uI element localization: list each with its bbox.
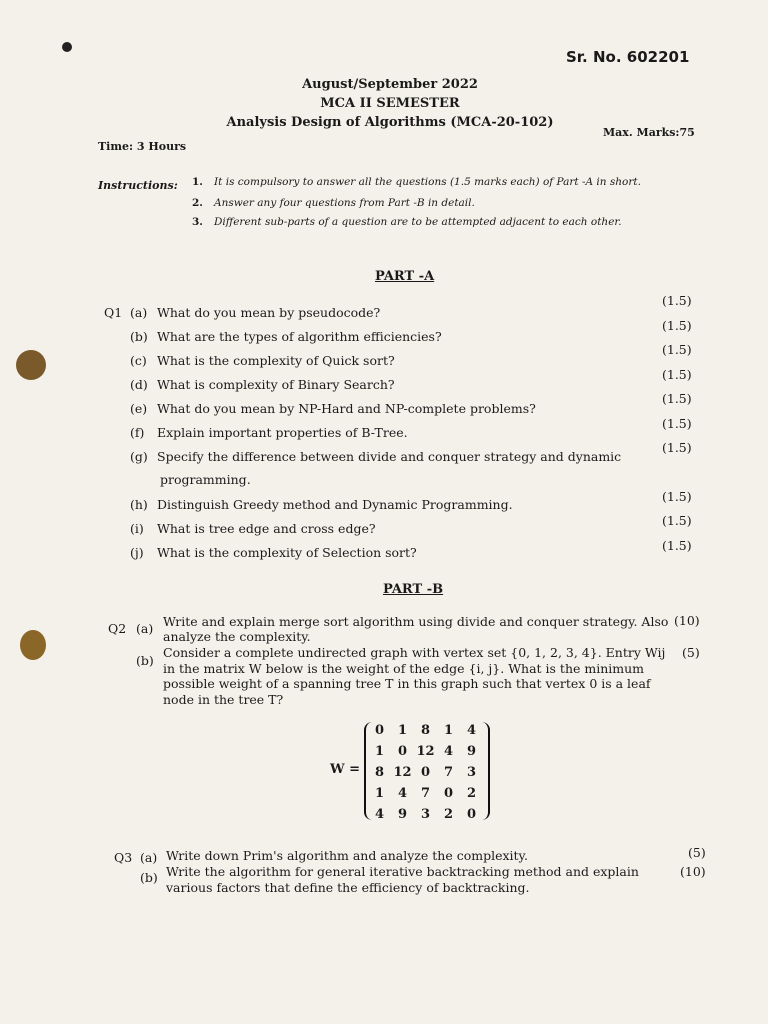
matrix-cell: 0	[374, 723, 385, 738]
matrix-cell: 2	[466, 786, 477, 801]
matrix-cell: 7	[443, 765, 454, 780]
binder-hole-mark	[16, 350, 46, 380]
matrix-cell: 4	[443, 744, 454, 759]
question-marks: (1.5)	[662, 293, 692, 308]
question-text: Write the algorithm for general iterative backtracking method and explain various factors that define the efficiency of backtracking.	[166, 864, 639, 895]
serial-number: Sr. No. 602201	[566, 48, 690, 66]
matrix-cell: 0	[420, 765, 431, 780]
matrix-cell: 8	[374, 765, 385, 780]
matrix-cell: 1	[443, 723, 454, 738]
question-text: What is the complexity of Selection sort?	[157, 545, 417, 560]
matrix-cell: 12	[416, 744, 435, 759]
subquestion-label: (a)	[130, 305, 148, 320]
instructions-label: Instructions:	[98, 179, 178, 192]
subquestion-label: (e)	[130, 401, 148, 416]
question-marks: (1.5)	[662, 489, 692, 504]
matrix-cell: 0	[443, 786, 454, 801]
question-marks: (1.5)	[662, 416, 692, 431]
course-title: MCA II SEMESTER	[320, 96, 460, 111]
subject-title: Analysis Design of Algorithms (MCA-20-102)	[226, 115, 554, 130]
matrix-table	[368, 720, 483, 825]
question-text: What do you mean by NP-Hard and NP-complete problems?	[157, 401, 536, 416]
matrix-cell: 2	[443, 807, 454, 822]
subquestion-label: (f)	[130, 425, 145, 440]
question-marks: (1.5)	[662, 538, 692, 553]
matrix-row	[368, 804, 483, 825]
max-marks: Max. Marks:75	[603, 126, 695, 139]
matrix-row	[368, 762, 483, 783]
subquestion-label: (h)	[130, 497, 148, 512]
question-marks: (1.5)	[662, 513, 692, 528]
matrix-row	[368, 720, 483, 741]
question-marks: (5)	[688, 845, 706, 860]
question-text: What is the complexity of Quick sort?	[157, 353, 395, 368]
instruction-item: 2. Answer any four questions from Part -B in detail.	[192, 197, 475, 209]
subquestion-label: (b)	[136, 653, 154, 668]
question-text: Explain important properties of B-Tree.	[157, 425, 408, 440]
matrix-row	[368, 741, 483, 762]
question-marks: (10)	[680, 864, 706, 879]
question-marks: (1.5)	[662, 318, 692, 333]
matrix-cell: 4	[466, 723, 477, 738]
subquestion-label: (d)	[130, 377, 148, 392]
matrix-cell: 1	[374, 744, 385, 759]
matrix-cell: 3	[420, 807, 431, 822]
question-text: Write and explain merge sort algorithm using divide and conquer strategy. Also analyze the complexity.	[163, 614, 669, 644]
question-number: Q1	[104, 305, 123, 320]
question-marks: (10)	[674, 613, 700, 628]
matrix-right-bracket	[480, 722, 490, 820]
question-text: What is tree edge and cross edge?	[157, 521, 376, 536]
question-marks: (1.5)	[662, 342, 692, 357]
matrix-cell: 0	[466, 807, 477, 822]
question-marks: (1.5)	[662, 391, 692, 406]
matrix-label: W =	[330, 762, 361, 777]
question-text: Consider a complete undirected graph with vertex set {0, 1, 2, 3, 4}. Entry Wij in the matrix W below is the weight of the edge {i, j}. What is the minimum possible weight of a spanning tree T in this graph such that vertex 0 is a leaf node in the tree T?	[163, 645, 666, 707]
exam-session: August/September 2022	[302, 77, 478, 92]
matrix-cell: 4	[374, 807, 385, 822]
matrix-cell: 9	[397, 807, 408, 822]
subquestion-label: (b)	[130, 329, 148, 344]
question-text: Specify the difference between divide and conquer strategy and dynamic	[157, 449, 622, 464]
matrix-cell: 8	[420, 723, 431, 738]
subquestion-label: (c)	[130, 353, 147, 368]
matrix-cell: 0	[397, 744, 408, 759]
question-text: Distinguish Greedy method and Dynamic Programming.	[157, 497, 513, 512]
matrix-cell: 3	[466, 765, 477, 780]
matrix-cell: 4	[397, 786, 408, 801]
question-marks: (1.5)	[662, 367, 692, 382]
exam-time: Time: 3 Hours	[98, 140, 187, 153]
matrix-cell: 7	[420, 786, 431, 801]
matrix-row	[368, 783, 483, 804]
weight-matrix	[330, 720, 510, 825]
matrix-cell: 1	[374, 786, 385, 801]
binder-hole-mark	[20, 630, 46, 660]
matrix-cell: 12	[393, 765, 412, 780]
subquestion-label: (i)	[130, 521, 144, 536]
question-continuation: programming.	[160, 472, 251, 487]
question-marks: (5)	[682, 645, 700, 660]
subquestion-label: (j)	[130, 545, 144, 560]
subquestion-label: (b)	[140, 870, 158, 885]
instruction-item: 1. It is compulsory to answer all the questions (1.5 marks each) of Part -A in short.	[192, 176, 641, 188]
question-number: Q3	[114, 850, 133, 865]
question-text: What is complexity of Binary Search?	[157, 377, 395, 392]
subquestion-label: (g)	[130, 449, 148, 464]
question-text: What do you mean by pseudocode?	[157, 305, 381, 320]
subquestion-label: (a)	[136, 621, 154, 636]
part-b-title: PART -B	[383, 582, 444, 597]
question-marks: (1.5)	[662, 440, 692, 455]
subquestion-label: (a)	[140, 850, 158, 865]
question-text: Write down Prim's algorithm and analyze the complexity.	[166, 848, 528, 863]
matrix-cell: 9	[466, 744, 477, 759]
part-a-title: PART -A	[375, 269, 435, 284]
question-text: What are the types of algorithm efficiencies?	[157, 329, 442, 344]
instruction-item: 3. Different sub-parts of a question are to be attempted adjacent to each other.	[192, 216, 622, 228]
ink-dot	[62, 42, 72, 52]
matrix-cell: 1	[397, 723, 408, 738]
question-number: Q2	[108, 621, 127, 636]
